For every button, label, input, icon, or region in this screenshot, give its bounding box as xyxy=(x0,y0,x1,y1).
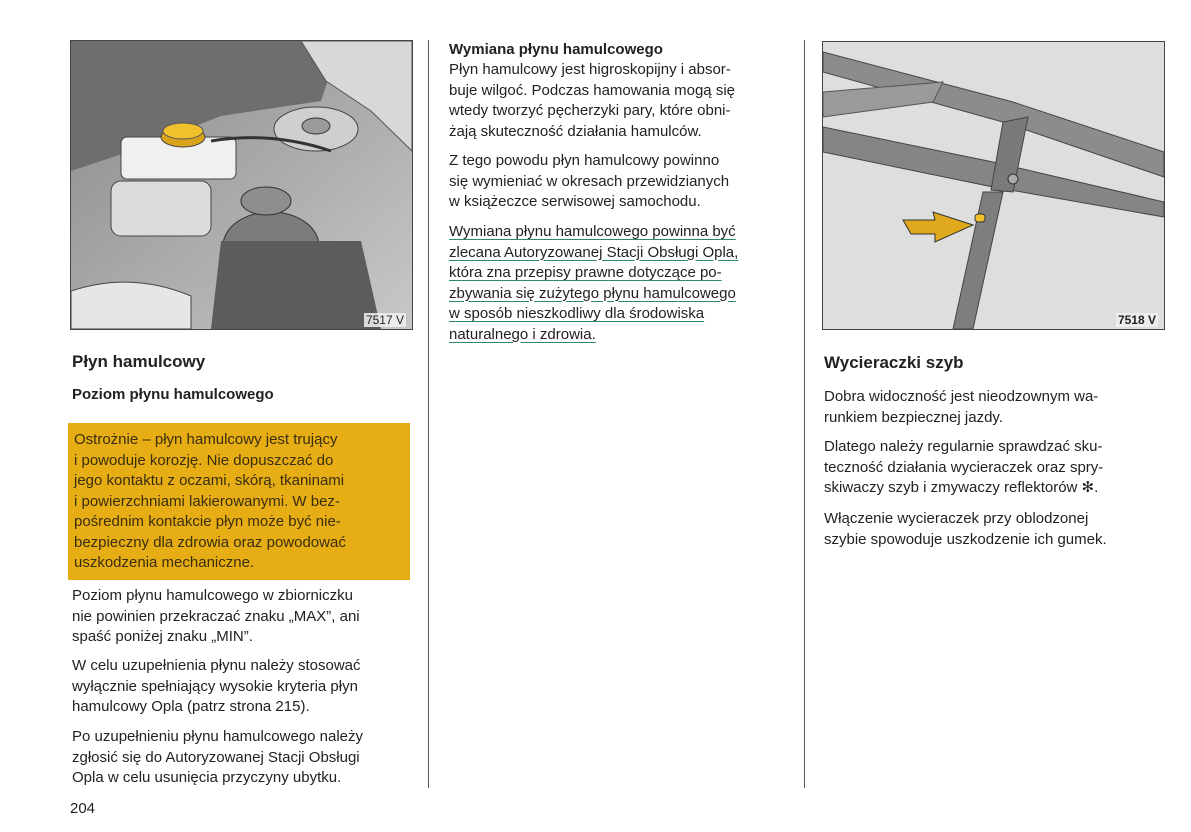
text-line: nie powinien przekraczać znaku „MAX”, ani xyxy=(72,607,360,625)
text-line: Płyn hamulcowy jest higroskopijny i absor- xyxy=(449,61,731,78)
page-number: 204 xyxy=(70,800,96,817)
paragraph xyxy=(449,151,729,213)
paragraph xyxy=(824,437,1103,499)
text-line: Włączenie wycieraczek przy oblodzonej xyxy=(824,510,1089,527)
paragraph xyxy=(824,509,1107,550)
warning-line: i powoduje korozję. Nie dopuszczać do xyxy=(74,451,334,469)
section-heading: Płyn hamulcowy xyxy=(72,352,206,371)
warning-line: uszkodzenia mechaniczne. xyxy=(74,554,255,571)
warning-box xyxy=(68,423,410,580)
text-line: szybie spowoduje uszkodzenie ich gumek. xyxy=(824,530,1107,548)
figure-label: 7518 V xyxy=(1117,313,1156,327)
text-line: hamulcowy Opla (patrz strona 215). xyxy=(72,698,310,715)
underlined-paragraph xyxy=(449,222,738,345)
subsection-heading: Poziom płynu hamulcowego xyxy=(72,386,274,403)
text-line: skiwaczy szyb i zmywaczy reflektorów ✻. xyxy=(824,479,1099,496)
text-line: teczność działania wycieraczek oraz spry- xyxy=(824,458,1104,476)
text-line: która zna przepisy prawne dotyczące po- xyxy=(449,264,722,281)
paragraph xyxy=(72,656,361,718)
paragraph xyxy=(72,727,363,789)
paragraph xyxy=(824,387,1098,428)
warning-line: Ostrożnie – płyn hamulcowy jest trujący xyxy=(74,431,338,448)
text-line: Poziom płynu hamulcowego w zbiorniczku xyxy=(72,587,353,604)
figure-wiper xyxy=(822,41,1165,330)
text-line: Opla w celu usunięcia przyczyny ubytku. xyxy=(72,769,342,786)
warning-line: i powierzchniami lakierowanymi. W bez- xyxy=(74,492,340,510)
text-line: Wymiana płynu hamulcowego powinna być xyxy=(449,223,736,240)
text-line: w książeczce serwisowej samochodu. xyxy=(449,193,701,210)
paragraph xyxy=(449,60,735,142)
column-divider xyxy=(804,40,805,788)
text-line: się wymieniać w okresach przewidzianych xyxy=(449,172,730,190)
text-line: zbywania się zużytego płynu hamulcowego xyxy=(449,284,736,302)
text-line: Dlatego należy regularnie sprawdzać sku- xyxy=(824,438,1103,455)
text-line: wtedy tworzyć pęcherzyki pary, które obni- xyxy=(449,102,731,119)
column-divider xyxy=(428,40,429,788)
text-line: buje wilgoć. Podczas hamowania mogą się xyxy=(449,81,735,99)
text-line: Z tego powodu płyn hamulcowy powinno xyxy=(449,152,720,169)
text-line: runkiem bezpiecznej jazdy. xyxy=(824,408,1003,426)
text-line: W celu uzupełnienia płynu należy stosować xyxy=(72,657,361,674)
section-heading: Wycieraczki szyb xyxy=(824,353,964,372)
warning-line: pośrednim kontakcie płyn może być nie- xyxy=(74,513,341,530)
text-line: naturalnego i zdrowia. xyxy=(449,325,596,343)
section-heading: Wymiana płynu hamulcowego xyxy=(449,41,663,58)
wiper-illustration xyxy=(823,42,1164,329)
figure-label: 7517 V xyxy=(365,313,404,327)
text-line: spaść poniżej znaku „MIN”. xyxy=(72,628,253,645)
paragraph xyxy=(72,586,360,648)
text-line: zgłosić się do Autoryzowanej Stacji Obsługi xyxy=(72,748,360,766)
text-line: Dobra widoczność jest nieodzownym wa- xyxy=(824,388,1099,405)
warning-line: jego kontaktu z oczami, skórą, tkaninami xyxy=(74,472,345,489)
text-line: w sposób nieszkodliwy dla środowiska xyxy=(449,305,705,322)
text-line: Po uzupełnieniu płynu hamulcowego należy xyxy=(72,728,364,745)
text-line: wyłącznie spełniający wysokie kryteria płyn xyxy=(72,677,358,695)
text-line: zlecana Autoryzowanej Stacji Obsługi Opla, xyxy=(449,243,739,261)
text-line: żają skuteczność działania hamulców. xyxy=(449,122,702,140)
engine-bay-illustration xyxy=(71,41,412,329)
figure-brake-reservoir xyxy=(70,40,413,330)
warning-line: bezpieczny dla zdrowia oraz powodować xyxy=(74,533,346,551)
